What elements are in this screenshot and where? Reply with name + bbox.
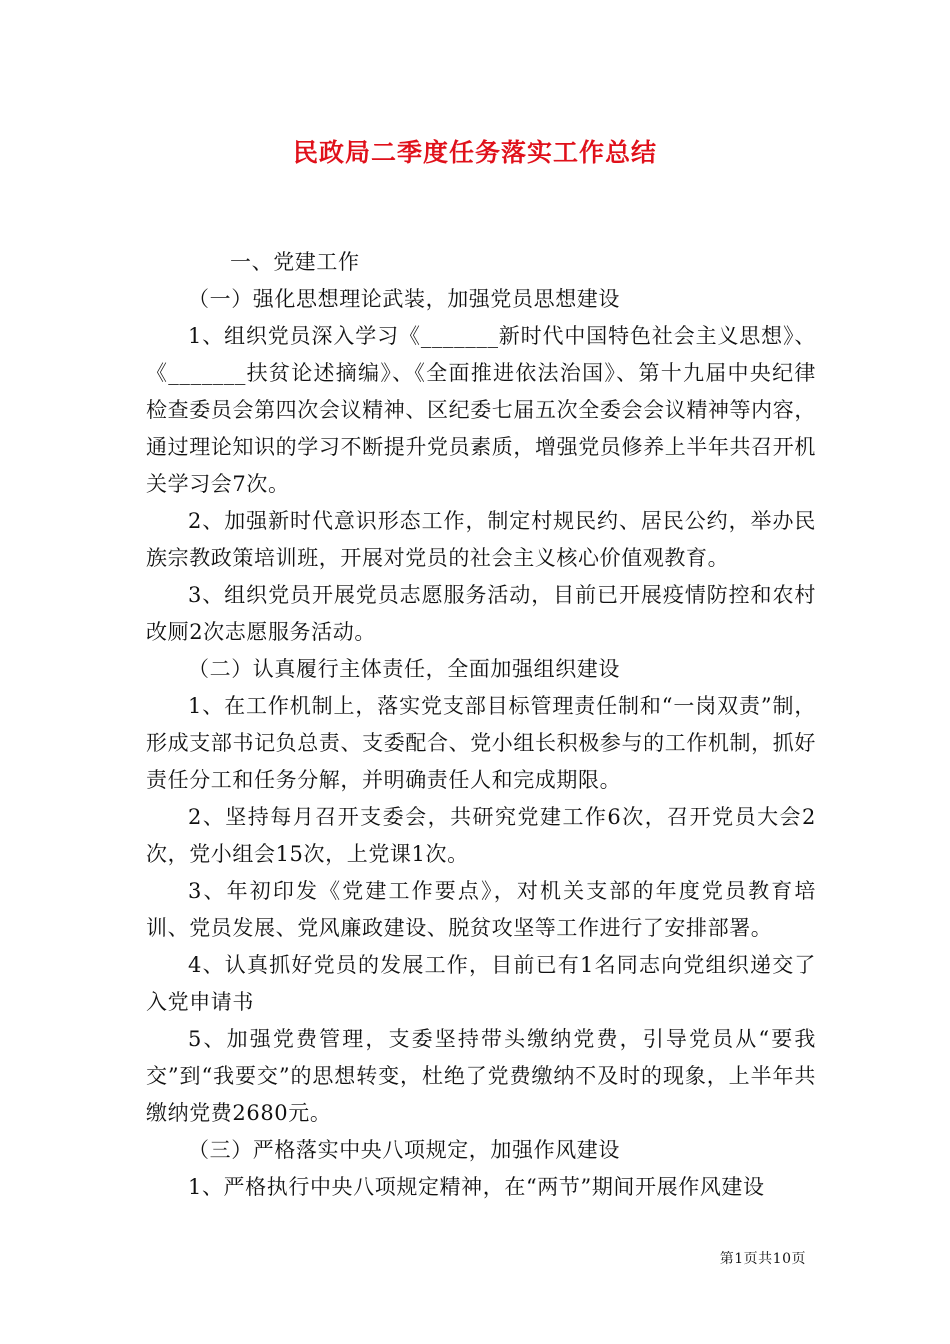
subsection-heading: （三）严格落实中央八项规定，加强作风建设 [188,1138,620,1162]
paragraph: 3、年初印发《党建工作要点》，对机关支部的年度党员教育培训、党员发展、党风廉政建设、脱贫攻坚等工作进行了安排部署。 [146,879,816,940]
document-title: 民政局二季度任务落实工作总结 [292,138,657,167]
paragraph: 2、坚持每月召开支委会，共研究党建工作6次，召开党员大会2次，党小组会15次，上党课1次。 [146,805,816,866]
subsection-heading: （一）强化思想理论武装，加强党员思想建设 [188,287,620,311]
paragraph: 1、在工作机制上，落实党支部目标管理责任制和“一岗双责”制，形成支部书记负总责、支委配合、党小组长积极参与的工作机制，抓好责任分工和任务分解，并明确责任人和完成期限。 [146,694,816,792]
paragraph: 4、认真抓好党员的发展工作，目前已有1名同志向党组织递交了入党申请书 [146,953,816,1014]
paragraph: 1、组织党员深入学习《_______新时代中国特色社会主义思想》、《_______扶贫论述摘编》、《全面推进依法治国》、第十九届中央纪律检查委员会第四次会议精神、区纪委七届五次全委会会议精神等内容，通过理论知识的学习不断提升党员素质，增强党员修养上半年共召开机关学习会7次。 [146,324,816,496]
subsection-heading: （二）认真履行主体责任，全面加强组织建设 [188,657,620,681]
document-body [146,244,816,1206]
page-number: 第1页共10页 [719,1251,806,1267]
paragraph: 3、组织党员开展党员志愿服务活动，目前已开展疫情防控和农村改厕2次志愿服务活动。 [146,583,816,644]
section-heading: 一、党建工作 [230,250,360,274]
paragraph: 5、加强党费管理，支委坚持带头缴纳党费，引导党员从“要我交”到“我要交”的思想转变，杜绝了党费缴纳不及时的现象，上半年共缴纳党费2680元。 [146,1027,816,1125]
paragraph: 2、加强新时代意识形态工作，制定村规民约、居民公约，举办民族宗教政策培训班，开展对党员的社会主义核心价值观教育。 [146,509,816,570]
paragraph: 1、严格执行中央八项规定精神，在“两节”期间开展作风建设 [188,1175,765,1199]
